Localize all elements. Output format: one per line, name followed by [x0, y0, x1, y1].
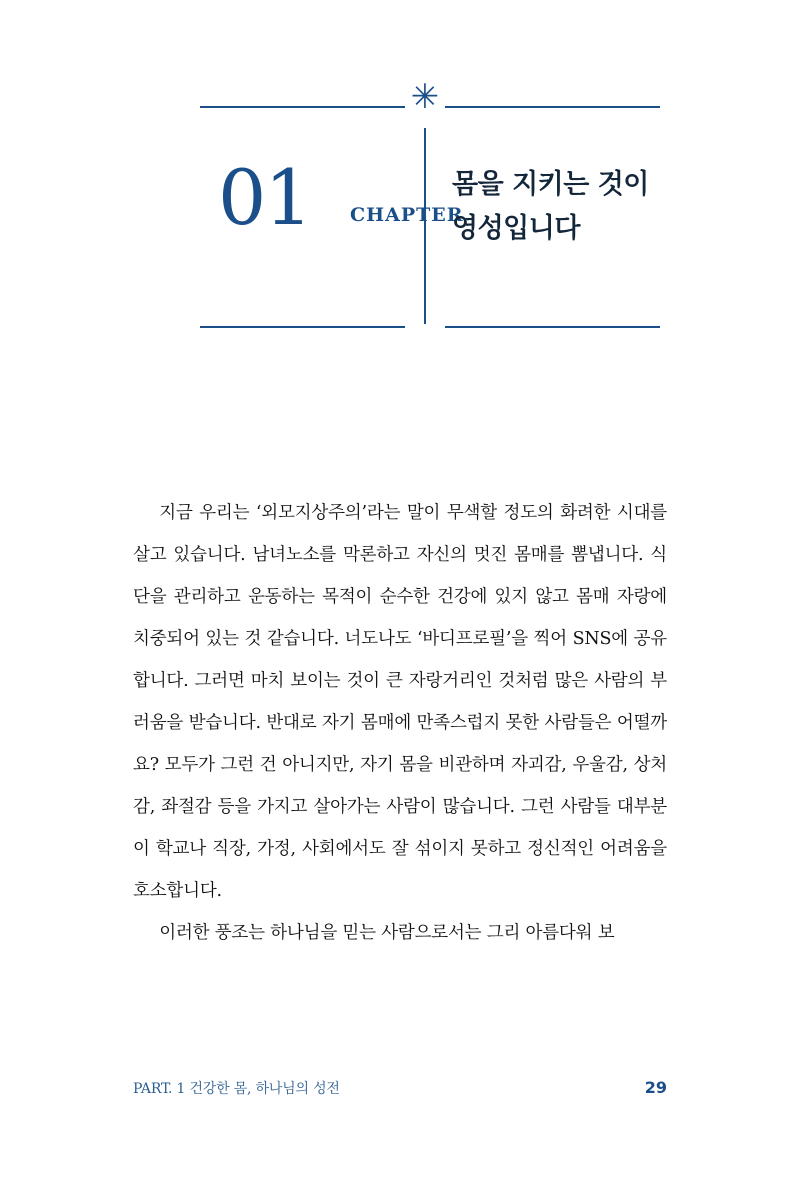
chapter-header — [200, 77, 660, 328]
page-number: 29 — [644, 1078, 667, 1097]
rule-top-right — [445, 106, 660, 108]
paragraph-2: 이러한 풍조는 하나님을 믿는 사람으로서는 그리 아름다워 보 — [159, 923, 615, 943]
rule-bottom-left — [200, 326, 405, 328]
running-head: PART. 1 건강한 몸, 하나님의 성전 — [133, 1081, 340, 1097]
chapter-title-line-1: 몸을 지키는 것이 — [452, 169, 649, 200]
chapter-title-line-2: 영성입니다 — [452, 213, 580, 244]
vertical-divider — [424, 128, 426, 324]
asterisk-ornament-icon: ✳ — [410, 77, 440, 117]
body-text — [133, 492, 667, 954]
chapter-label: CHAPTER — [350, 204, 464, 226]
chapter-title — [452, 163, 667, 251]
rule-bottom-right — [445, 326, 660, 328]
paragraph-1: 지금 우리는 ‘외모지상주의’라는 말이 무색할 정도의 화려한 시대를 살고 있습니다. 남녀노소를 막론하고 자신의 멋진 몸매를 뽐냅니다. 식단을 관리하고 운동하는 목적이 순수한 건강에 있지 않고 몸매 자랑에 치중되어 있는 것 같습니다. 너도나도 ‘바디프로필’을 찍어 SNS에 공유합니다. 그러면 마치 보이는 것이 큰 자랑거리인 것처럼 많은 사람의 부러움을 받습니다. 반대로 자기 몸매에 만족스럽지 못한 사람들은 어떨까요? 모두가 그런 건 아니지만, 자기 몸을 비관하며 자괴감, 우울감, 상처감, 좌절감 등을 가지고 살아가는 사람이 많습니다. 그런 사람들 대부분이 학교나 직장, 가정, 사회에서도 잘 섞이지 못하고 정신적인 어려움을 호소합니다. — [133, 503, 667, 901]
page-footer — [133, 1078, 667, 1102]
chapter-number: 01 — [218, 153, 311, 242]
rule-top-left — [200, 106, 405, 108]
